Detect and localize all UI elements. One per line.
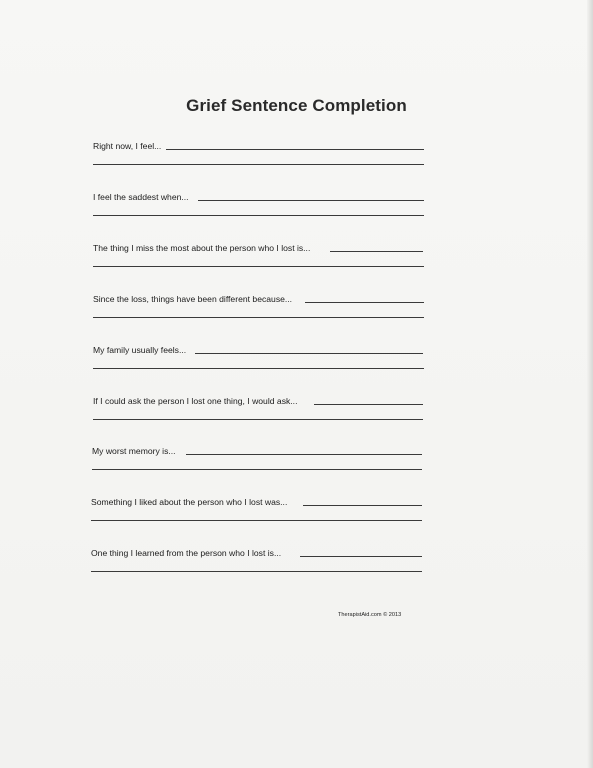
prompt-6-label: If I could ask the person I lost one thing, I would ask... (93, 396, 298, 406)
prompt-7-answer-line[interactable] (92, 469, 422, 470)
copyright-footer: TherapistAid.com © 2013 (338, 612, 402, 618)
page-title: Grief Sentence Completion (186, 96, 407, 115)
prompt-8-inline-answer-line[interactable] (303, 505, 422, 506)
prompt-6-answer-line[interactable] (93, 419, 423, 420)
prompt-8-label: Something I liked about the person who I lost was... (91, 497, 288, 507)
prompt-2-inline-answer-line[interactable] (198, 200, 424, 201)
prompt-6-inline-answer-line[interactable] (314, 404, 423, 405)
prompt-1-answer-line[interactable] (93, 164, 424, 165)
prompt-5-answer-line[interactable] (93, 368, 424, 369)
prompt-5-inline-answer-line[interactable] (195, 353, 423, 354)
prompt-9-label: One thing I learned from the person who I lost is... (91, 548, 282, 558)
prompt-3-inline-answer-line[interactable] (330, 251, 423, 252)
prompt-4-label: Since the loss, things have been different because... (93, 294, 293, 304)
prompt-9-answer-line[interactable] (91, 571, 422, 572)
prompt-2-answer-line[interactable] (93, 215, 424, 216)
prompt-5-label: My family usually feels... (93, 345, 187, 355)
prompt-3-label: The thing I miss the most about the person who I lost is... (93, 243, 311, 253)
prompt-9-inline-answer-line[interactable] (300, 556, 422, 557)
prompt-7-inline-answer-line[interactable] (186, 454, 422, 455)
prompt-2-label: I feel the saddest when... (93, 192, 189, 202)
prompt-4-answer-line[interactable] (93, 317, 424, 318)
scan-edge-shadow (587, 0, 593, 768)
prompt-3-answer-line[interactable] (93, 266, 424, 267)
prompt-8-answer-line[interactable] (91, 520, 422, 521)
prompt-1-inline-answer-line[interactable] (166, 149, 424, 150)
prompt-1-label: Right now, I feel... (93, 141, 162, 151)
prompt-4-inline-answer-line[interactable] (305, 302, 424, 303)
prompt-7-label: My worst memory is... (92, 446, 176, 456)
